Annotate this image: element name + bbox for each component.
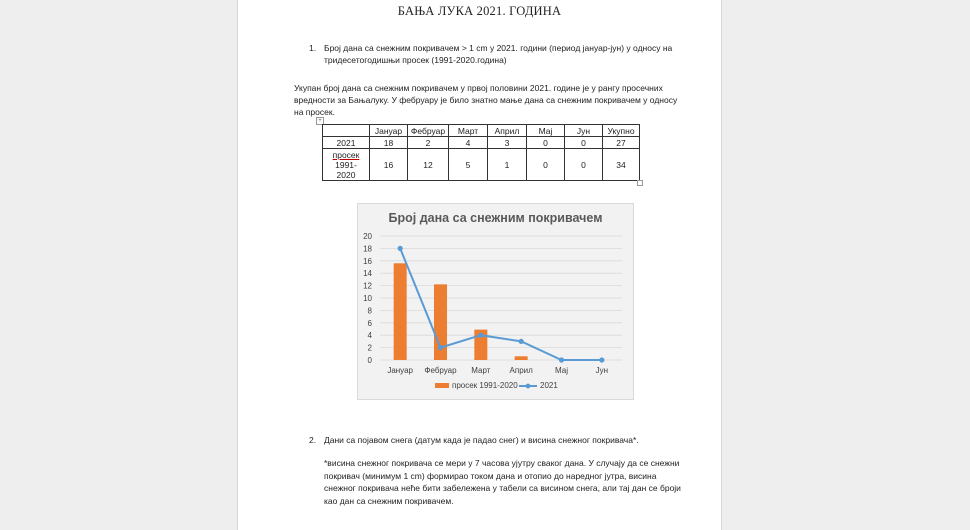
document-title: БАЊА ЛУКА 2021. ГОДИНА <box>397 4 562 18</box>
chart-legend <box>435 381 558 390</box>
y-tick-label: 12 <box>363 281 372 291</box>
table-header-cell: Април <box>488 125 527 137</box>
y-tick-label: 10 <box>363 294 372 303</box>
x-tick-label: Март <box>471 366 491 375</box>
summary-paragraph <box>294 82 677 118</box>
list-item-2-text: Дани са појавом снега (датум када је падао снег) и висина снежног покривача*. <box>324 435 639 445</box>
table-cell: 5 <box>449 149 488 181</box>
document-page <box>237 0 722 530</box>
table-header-cell: Јун <box>565 125 603 137</box>
legend-label: просек 1991-2020 <box>452 381 518 390</box>
chart-gridlines <box>380 236 622 360</box>
snow-days-chart[interactable] <box>357 203 634 400</box>
y-tick-label: 4 <box>367 331 372 341</box>
chart-bars <box>394 263 528 360</box>
table-header-cell: Јануар <box>370 125 408 137</box>
data-point <box>559 357 564 362</box>
data-point <box>519 339 524 344</box>
x-tick-label: Април <box>509 366 533 375</box>
text-line: на просек. <box>294 107 335 117</box>
legend-label: 2021 <box>540 381 558 390</box>
list-item-1-text <box>324 42 672 66</box>
snow-days-table <box>322 124 640 181</box>
text-line: покривач (минимум 1 cm) формирао током дана и отопио до наредног јутра, висина <box>324 470 657 481</box>
y-tick-label: 18 <box>363 244 372 254</box>
table-row-label <box>323 149 370 181</box>
y-tick-label: 6 <box>367 318 372 328</box>
table-header-cell: Мај <box>527 125 565 137</box>
legend-bar-swatch <box>435 383 449 388</box>
chart-svg <box>358 204 633 399</box>
table-header-cell <box>323 125 370 137</box>
data-point <box>478 333 483 338</box>
table-row <box>323 137 640 149</box>
x-tick-label: Јануар <box>387 366 414 375</box>
bar <box>394 263 407 360</box>
table-row <box>323 149 640 181</box>
table-header-cell: Укупно <box>603 125 640 137</box>
x-tick-label: Јун <box>595 366 609 375</box>
table-cell: 4 <box>449 137 488 149</box>
text-line: снежног покривача неће бити забележена у табели са висином снега, али тај дан се броји <box>324 483 681 494</box>
data-point <box>398 246 403 251</box>
data-point <box>599 357 604 362</box>
chart-title: Број дана са снежним покривачем <box>388 211 603 225</box>
list-number-1: 1. <box>309 43 317 53</box>
table-cell: 0 <box>565 137 603 149</box>
table-cell: 12 <box>408 149 449 181</box>
y-tick-label: 2 <box>367 343 372 353</box>
table-header-row <box>323 125 640 137</box>
data-point <box>438 345 443 350</box>
table-cell: 16 <box>370 149 408 181</box>
y-tick-label: 8 <box>367 306 372 316</box>
table-header-cell: Март <box>449 125 488 137</box>
table-cell: 1 <box>488 149 527 181</box>
y-tick-label: 20 <box>363 232 372 241</box>
row-label-line: просек <box>332 149 360 160</box>
chart-line-series <box>398 246 605 363</box>
table-cell: 2 <box>408 137 449 149</box>
x-tick-label: Мај <box>555 366 568 375</box>
text-line: Број дана са снежним покривачем > 1 cm у 2021. години (период јануар-јун) у односу на <box>324 43 673 53</box>
table-cell: 0 <box>527 137 565 149</box>
y-tick-label: 0 <box>367 356 372 365</box>
note-paragraph <box>324 457 681 507</box>
row-label-line: 1991- <box>335 159 357 170</box>
chart-x-axis <box>387 366 608 375</box>
chart-y-axis <box>363 232 372 365</box>
series-line <box>400 248 602 360</box>
table-resize-handle-icon[interactable] <box>637 180 643 186</box>
table-cell: 0 <box>527 149 565 181</box>
text-line: као дан са снежним покривачем. <box>324 495 454 506</box>
table-move-handle-icon[interactable]: + <box>316 117 324 125</box>
row-label-line: 2020 <box>336 169 356 180</box>
x-tick-label: Фебруар <box>424 366 457 375</box>
table-cell: 0 <box>565 149 603 181</box>
list-number-2: 2. <box>309 435 317 445</box>
text-line: Укупан број дана са снежним покривачем у првој половини 2021. године је у рангу просечних <box>294 83 663 93</box>
table-cell: 3 <box>488 137 527 149</box>
y-tick-label: 14 <box>363 269 372 279</box>
y-tick-label: 16 <box>363 256 372 266</box>
table-cell: 18 <box>370 137 408 149</box>
table-header-cell: Фебруар <box>408 125 449 137</box>
text-line: тридесетогодишњи просек (1991-2020.година) <box>324 55 507 65</box>
table-cell: 27 <box>603 137 640 149</box>
table-row-label: 2021 <box>323 137 370 149</box>
legend-marker <box>526 384 531 389</box>
bar <box>515 356 528 360</box>
text-line: *висина снежног покривача се мери у 7 часова ујутру сваког дана. У случају да се снежни <box>324 458 680 468</box>
table-cell: 34 <box>603 149 640 181</box>
text-line: вредности за Бањалуку. У фебруару је било знатно мање дана са снежним покривачем у односу <box>294 95 678 105</box>
